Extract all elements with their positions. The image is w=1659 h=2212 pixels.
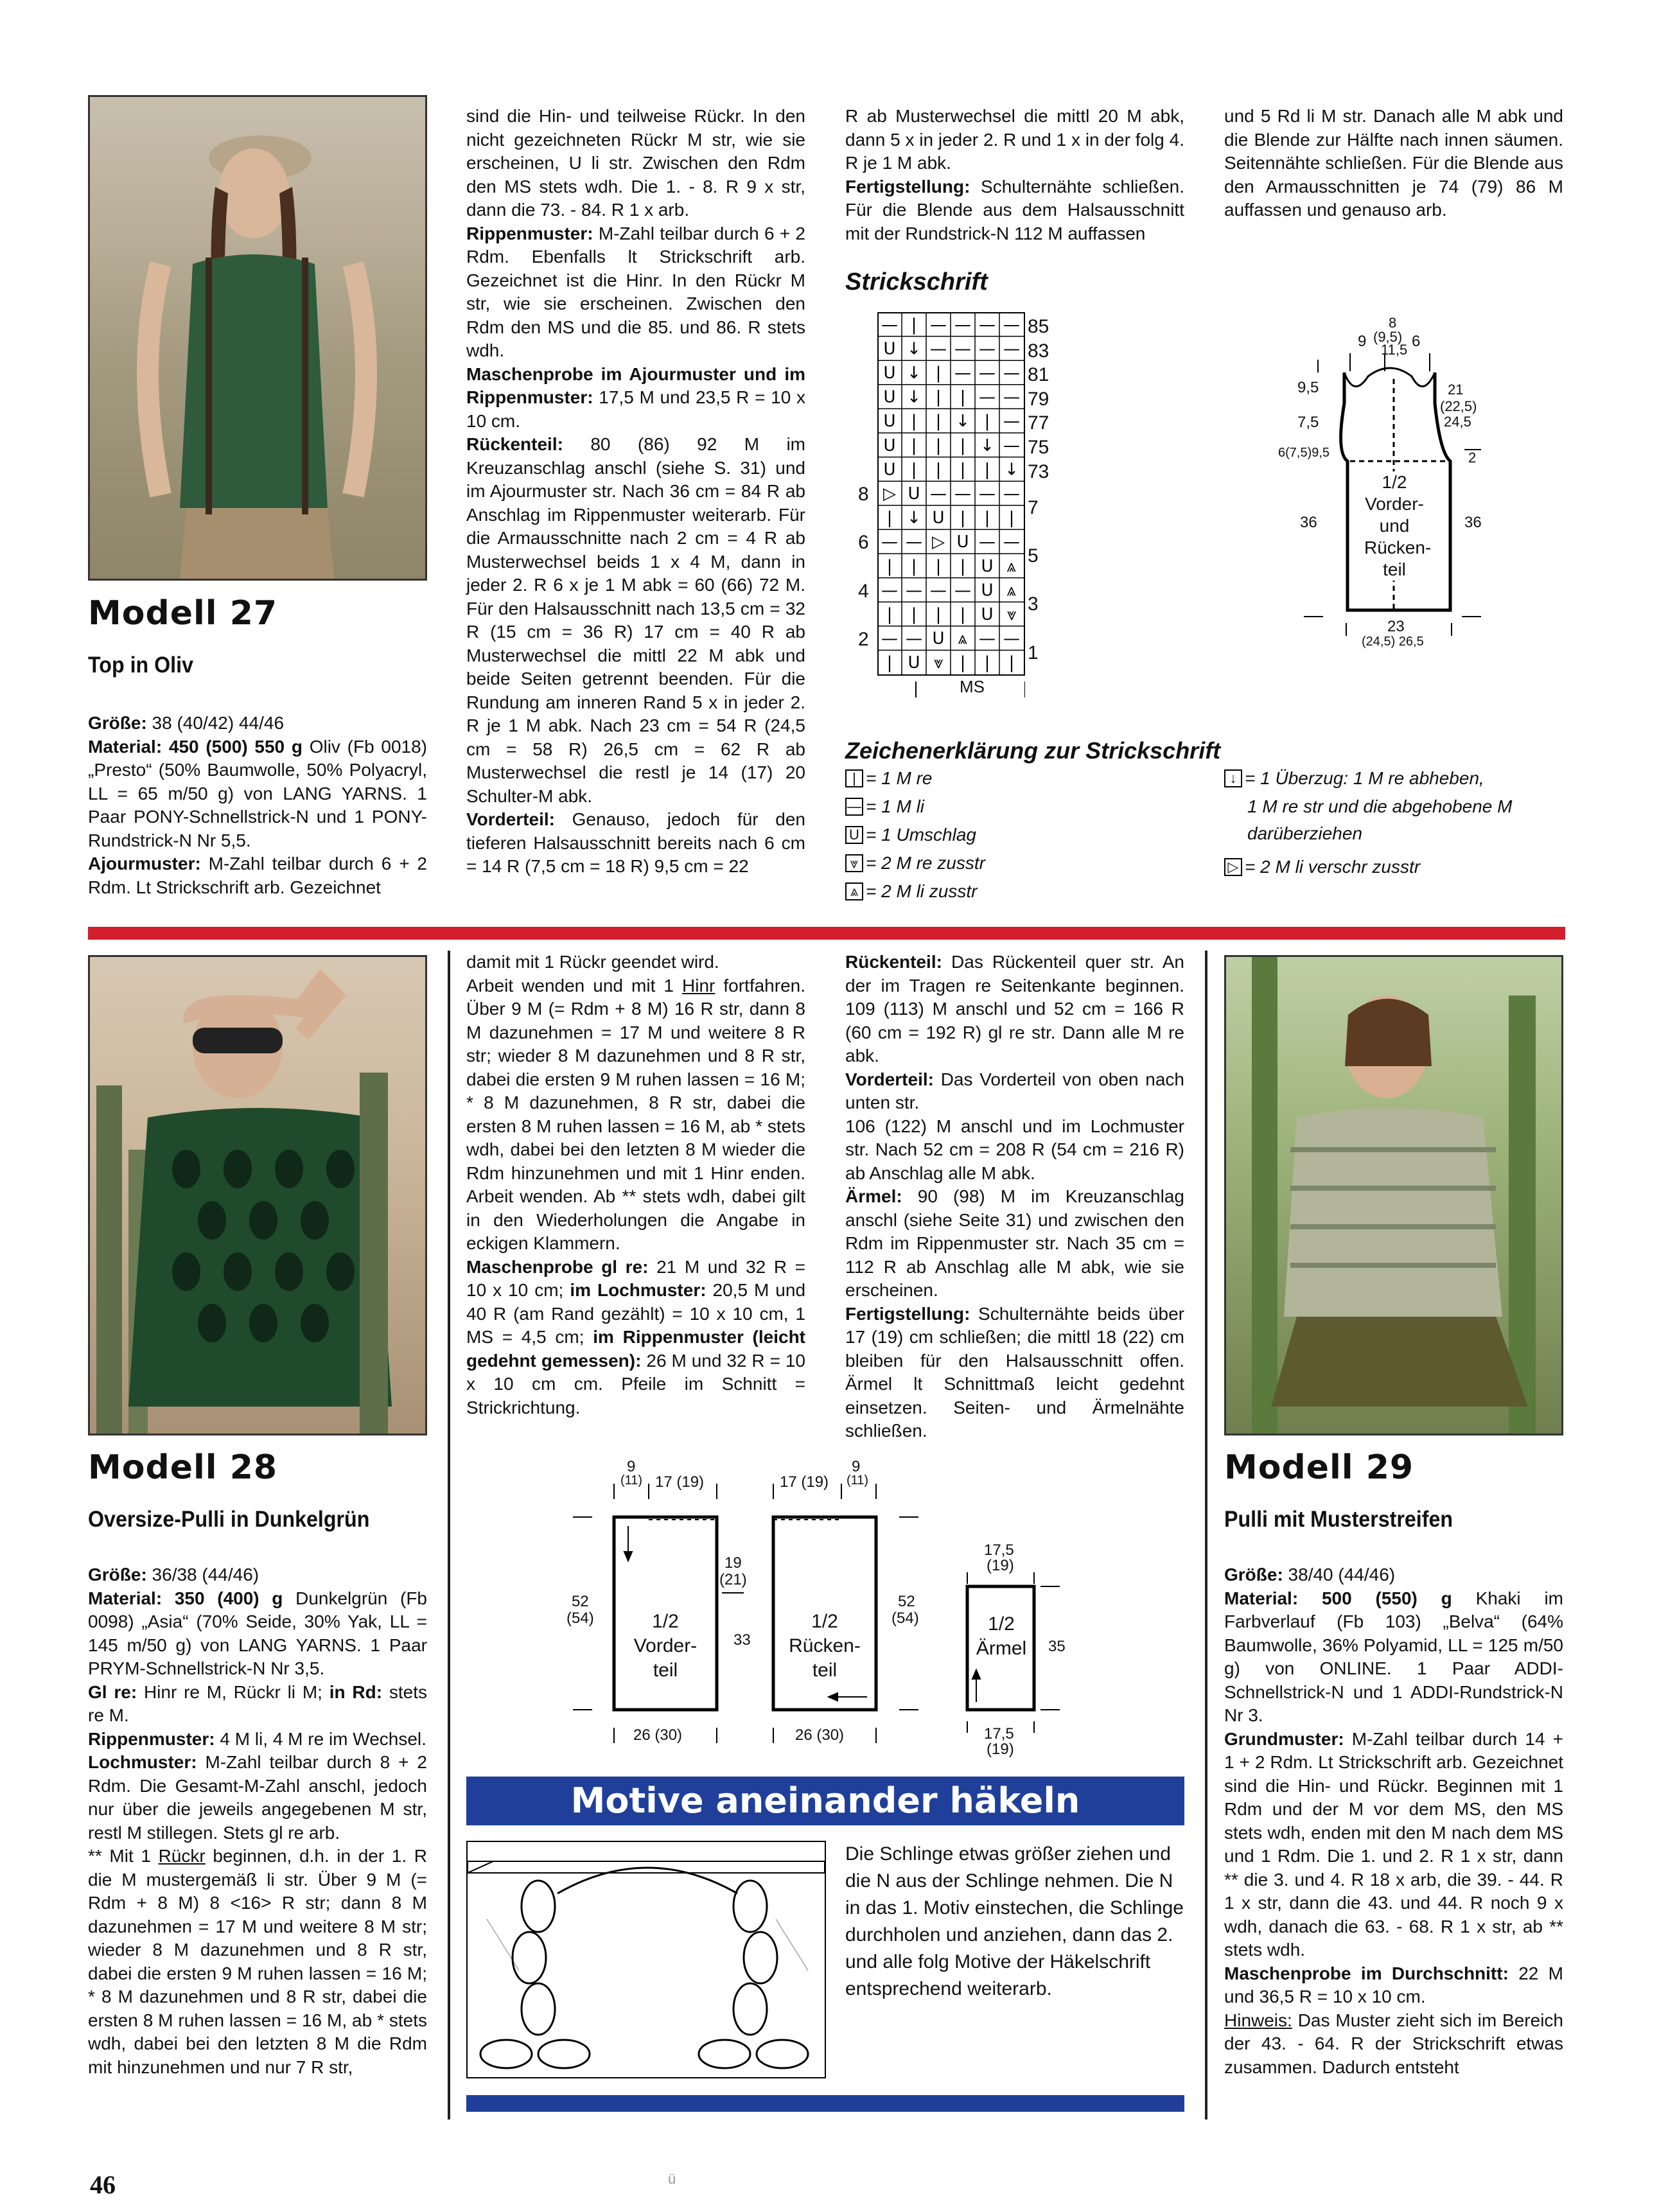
col2-p1: sind die Hin- und teilweise Rückr. In den nicht gezeichneten Rückr M str, wie sie erscheinen, U li str. Zwischen den Rdm den MS stets wdh. Die 1. - 8. R 9 x str, dann die 73. - 84. R 1 x arb. (466, 106, 805, 220)
chart-cell-symbol: ⩓ (1006, 556, 1017, 576)
sch28-v-top1: 9 (627, 1458, 636, 1475)
legend-text: darüberziehen (1247, 823, 1363, 843)
chart-cell-symbol: | (984, 460, 990, 480)
vorder-text: Genauso, jedoch für den tieferen Halsausschnitt bereits nach 6 cm = 14 R (7,5 cm = 18 R) 9,5 cm = 22 (466, 809, 805, 876)
chart-cell-symbol: — (881, 629, 898, 649)
sch28-r-top2: 9 (852, 1458, 861, 1475)
sch28-a-label: 1/2 Ärmel (976, 1613, 1027, 1659)
legend-item (845, 881, 977, 902)
chart-cell-symbol: | (935, 605, 942, 624)
chart-row-label: 8 (858, 484, 869, 505)
chart-cell-symbol: | (960, 605, 966, 624)
m28-loch-text: M-Zahl teilbar durch 8 + 2 Rdm. Die Gesamt-M-Zahl anschl, jedoch nur über die jeweils angegebenen M str, restl M stillegen. Stets gl re arb. (88, 1752, 427, 1843)
model27-col4-text (1224, 105, 1563, 222)
chart-cell-symbol: U (981, 605, 994, 624)
material-text: Oliv (Fb 0018) „Presto“ (50% Baumwolle, 50% Polyacryl, LL = 65 m/50 g) von LANG YARNS. 1 Paar PONY-Schnellstrick-N und 1 PONY-Rundstrick-N Nr 5,5. (88, 736, 427, 850)
model28-title: Modell 28 (88, 1448, 278, 1487)
sch28-r-top2b: (11) (847, 1473, 869, 1488)
m28-end-u: Rückr (158, 1846, 206, 1866)
chart-cell-symbol: — (1003, 484, 1020, 504)
m29-material-text: Khaki im Farbverlauf (Fb 103) „Belva“ (64% Baumwolle, 36% Polyamid, LL = 125 m/50 g) von ONLINE. 1 Paar ADDI-Schnellstrick-N und 1 ADDI-Rundstrick-N Nr 3. (1224, 1588, 1563, 1725)
sch27-l2: 7,5 (1297, 414, 1319, 431)
m28-probe-label: Maschenprobe gl re: (466, 1256, 649, 1277)
chart-cell-symbol: — (1003, 315, 1020, 335)
rippen-label: Rippenmuster: (466, 223, 593, 243)
ruecken-label: Rückenteil: (466, 434, 563, 454)
model29-figure (1226, 957, 1561, 1434)
model28-col3-text (845, 951, 1184, 1443)
crochet-illustration (466, 1841, 826, 2078)
chart-cell-symbol: — (881, 532, 898, 552)
probe-label: Maschenprobe im Ajourmuster und im Rippenmuster: (466, 364, 805, 407)
sch28-a-right: 35 (1048, 1638, 1066, 1655)
chart-row-label: 75 (1028, 437, 1049, 458)
chart-cell-symbol: | (984, 412, 990, 432)
sch28-v-label: 1/2 Vorder- teil (633, 1611, 698, 1681)
chart-cell-symbol: — (881, 315, 898, 335)
m28-rip-label: Rippenmuster: (88, 1728, 215, 1749)
m28-gl-label: Gl re: (88, 1681, 137, 1702)
legend-symbol: ⩔ (845, 854, 863, 872)
ruecken-text: 80 (86) 92 M im Kreuzanschlag anschl (siehe S. 31) und im Ajourmuster str. Nach 36 cm = 84 R ab Anschlag im Rippenmuster weiterarb. Für die Armausschnitte nach 2 cm = 4 R ab Musterwechsel beids 1 x 4 M, dann in jeder 2. R 6 x je 1 M abk = 60 (66) 72 M. Für den Halsausschnitt nach 13,5 cm = 32 R (15 cm = 36 R) 17 cm = 40 R ab Musterwechsel die mittl 22 M abk und beide Seiten getrennt beenden. Für die Rundung am inneren Rand 5 x in jeder 2. R je 1 M abk. Nach 23 cm = 54 R (24,5 cm = 58 R) 26,5 cm = 62 R ab Musterwechsel die restl je 14 (17) 20 Schulter-M abk. (466, 434, 805, 806)
legend-item (1247, 823, 1362, 844)
chart-cell-symbol: | (886, 605, 893, 624)
legend-text: = 2 M re zusstr (866, 853, 985, 873)
model28-col2-text (466, 951, 805, 1419)
legend-text: 1 M re str und die abgehobene M (1247, 796, 1513, 816)
chart-cell-symbol: — (954, 315, 971, 335)
model28-col1-text (88, 1563, 427, 2079)
size-label: Größe: (88, 713, 147, 733)
sch27-r1: 21 (1448, 382, 1464, 398)
chart-cell-symbol: — (954, 364, 971, 383)
footer-mark: ü (668, 2171, 676, 2187)
chart-cell-symbol: | (1008, 508, 1015, 528)
rippen-text: M-Zahl teilbar durch 6 + 2 Rdm. Ebenfalls lt Strickschrift arb. Gezeichnet ist die Hinr. In den Rückr M str, wie sie erscheinen. Zwischen den Rdm den MS und die 85. und 86. R stets wdh. (466, 223, 805, 360)
chart-row-label: 1 (1028, 642, 1039, 663)
chart-cell-symbol: U (932, 629, 945, 649)
chart-cell-symbol: | (935, 412, 942, 432)
chart-cell-symbol: | (960, 508, 966, 528)
chart-cell-symbol: — (954, 581, 971, 601)
legend-text: = 1 Umschlag (866, 825, 976, 845)
m28-gl-text: Hinr re M, Rückr li M; (137, 1681, 329, 1702)
model27-schematic (1278, 315, 1484, 662)
col3-p1: R ab Musterwechsel die mittl 20 M abk, dann 5 x in jeder 2. R und 1 x in der folg 4. R je 1 M abk. (845, 106, 1184, 173)
chart-cell-symbol: ▷ (883, 484, 896, 504)
column-separator-right (1205, 951, 1207, 2120)
sch28-v-inner2: (21) (719, 1571, 747, 1588)
legend-title: Zeichenerklärung zur Strickschrift (845, 737, 1221, 764)
sch27-top2: (9,5) (1373, 329, 1403, 345)
m28-aermel-label: Ärmel: (845, 1186, 902, 1206)
chart-cell-symbol: — (1003, 629, 1020, 649)
sch27-r4: 2 (1468, 450, 1477, 466)
knitting-chart (877, 312, 1025, 704)
chart-cell-symbol: | (935, 387, 942, 407)
chart-cell-symbol: — (906, 629, 922, 649)
chart-cell-symbol: ⩓ (958, 629, 968, 649)
m28-rip-text: 4 M li, 4 M re im Wechsel. (215, 1728, 426, 1749)
chart-ms-label: MS (960, 677, 985, 696)
chart-cell-symbol: ↓ (980, 435, 994, 455)
chart-cell-symbol: — (979, 339, 996, 359)
m29-size-label: Größe: (1224, 1565, 1283, 1584)
chart-row-label: 81 (1028, 364, 1049, 386)
chart-cell-symbol: ↓ (1005, 460, 1019, 480)
sch27-label: 1/2 Vorder- und Rücken- teil (1364, 472, 1432, 579)
m28-probe-rip: im Rippenmuster (leicht gedehnt gemessen): (466, 1327, 806, 1371)
chart-row-label: 3 (1028, 593, 1039, 615)
sch27-bottom: 23 (1387, 618, 1405, 635)
chart-cell-symbol: | (935, 435, 942, 455)
sch27-l1: 9,5 (1297, 379, 1319, 396)
m28-ruecken-text: Das Rückenteil quer str. An der im Tragen re Seitenkante beginnen. 109 (113) M anschl und 52 cm = 166 R (60 cm = 192 R) gl re str. Dann alle M re abk. (845, 952, 1184, 1066)
size-value: 38 (40/42) 44/46 (146, 713, 285, 733)
chart-cell-symbol: ⩔ (933, 653, 944, 673)
m28-end-b: beginnen, d.h. in der 1. R die M mustergemäß li str. Über 9 M (= Rdm + 8 M) 8 <16> R str; dann 8 M dazunehmen = 17 M und weitere 8 M str; wieder 8 M dazunehmen und 8 R str, dabei die ersten 9 M ruhen lassen = 16 M; * 8 M dazunehmen und 8 R str, dabei die ersten 8 M ruhen lassen = 16 M, ab * stets wdh, dabei bei den letzten 8 M die Rdm mit hinzunehmen und nur 7 R str, (88, 1846, 428, 2077)
model27-photo (88, 95, 427, 581)
legend-text: = 1 M re (866, 768, 933, 788)
chart-cell-symbol: | (911, 556, 917, 576)
m29-hinweis-label: Hinweis: (1224, 2010, 1292, 2030)
sch28-v-bottom: 26 (30) (633, 1726, 683, 1744)
chart-row-label: 85 (1028, 316, 1049, 337)
legend-item (1224, 857, 1420, 877)
chart-cell-symbol: — (954, 484, 971, 504)
model29-title: Modell 29 (1224, 1448, 1414, 1487)
chart-cell-symbol: | (960, 653, 966, 673)
chart-cell-symbol: ▷ (932, 532, 945, 552)
chart-cell-symbol: | (886, 556, 893, 576)
chart-cell-symbol: | (935, 364, 942, 383)
sch28-v-left2: (54) (566, 1610, 594, 1627)
m28-probe-t2: 20,5 M und 40 R (am Rand gezählt) = 10 x 10 cm, 1 MS = 4,5 cm; (466, 1280, 806, 1347)
m28-aermel-text: 90 (98) M im Kreuzanschlag anschl (siehe Seite 31) und zwischen den Rdm im Rippenmuster str. Nach 35 cm = 112 R ab Anschlag alle M abk, wie sie erscheinen. (845, 1186, 1184, 1300)
model28-photo (88, 955, 427, 1435)
chart-cell-symbol: | (911, 412, 917, 432)
m28-fertig-label: Fertigstellung: (845, 1303, 970, 1324)
chart-cell-symbol: — (906, 581, 922, 601)
m28-col2-b2: fortfahren. Über 9 M (= Rdm + 8 M) 16 R str, dann 8 M dazunehmen = 17 M und weitere 8 R str; wieder 8 M dazunehmen und 8 R str, dabei die ersten 9 M ruhen lassen = 16 M; * 8 M dazunehmen, 8 R str, dabei die ersten 8 M ruhen lassen = 16 M, ab * stets wdh, dabei bei den letzten 8 M wieder die Rdm hinzunehmen und mit 1 Hinr enden. Arbeit wenden. Ab ** stets wdh, dabei gilt in den Wiederholungen die Angabe in eckigen Klammern. (466, 975, 805, 1253)
chart-cell-symbol: ↓ (907, 364, 921, 383)
sch28-a-top2: (19) (987, 1557, 1014, 1574)
fertig-text: Schulternähte schließen. Für die Blende aus dem Halsausschnitt mit der Rundstrick-N 112 M auffassen (845, 176, 1184, 243)
chart-row-label: 2 (858, 628, 869, 650)
legend-symbol: ▷ (1224, 858, 1242, 876)
sch28-r-right: 52 (898, 1593, 915, 1610)
legend-symbol: | (845, 769, 863, 787)
model28-schematics (565, 1458, 1092, 1773)
sch27-top3: 11,5 (1381, 342, 1408, 358)
chart-cell-symbol: — (1003, 387, 1020, 407)
chart-cell-symbol: | (935, 556, 942, 576)
m29-size-value: 38/40 (44/46) (1283, 1565, 1396, 1584)
chart-cell-symbol: U (981, 581, 994, 601)
sch27-l3: 6(7,5)9,5 (1278, 446, 1330, 460)
legend-item (1247, 796, 1512, 817)
chart-cell-symbol: | (960, 556, 966, 576)
chart-cell-symbol: U (883, 387, 896, 407)
model27-title: Modell 27 (88, 594, 278, 633)
sch28-v-left: 52 (572, 1593, 589, 1610)
chart-cell-symbol: — (1003, 364, 1020, 383)
m28-vorder-label: Vorderteil: (845, 1069, 934, 1089)
chart-cell-symbol: — (1003, 435, 1020, 455)
sch27-top: 8 (1389, 315, 1397, 331)
model28-subtitle: Oversize-Pulli in Dunkelgrün (88, 1507, 370, 1532)
chart-cell-symbol: — (979, 315, 996, 335)
legend-symbol: — (845, 798, 863, 816)
chart-cell-symbol: | (960, 435, 966, 455)
sch28-v-top2: 17 (19) (655, 1473, 705, 1491)
chart-cell-symbol: — (906, 532, 922, 552)
m29-probe-label: Maschenprobe im Durchschnitt: (1224, 1963, 1509, 1983)
sch28-r-right2: (54) (891, 1610, 919, 1627)
m29-hinweis-text: Das Muster zieht sich im Bereich der 43. - 64. R der Strickschrift etwas zusammen. Dadurch entsteht (1224, 2010, 1563, 2077)
chart-cell-symbol: | (960, 387, 966, 407)
chart-cell-symbol: U (908, 653, 920, 673)
crochet-bottom-bar (466, 2095, 1184, 2112)
chart-cell-symbol: | (960, 460, 966, 480)
chart-cell-symbol: — (881, 581, 898, 601)
sch27-bottom2: (24,5) 26,5 (1362, 635, 1424, 649)
chart-cell-symbol: U (883, 364, 896, 383)
sch28-v-top1b: (11) (620, 1473, 643, 1488)
chart-cell-symbol: | (886, 653, 893, 673)
legend-item (1224, 768, 1484, 789)
model27-figure (90, 97, 425, 579)
sch27-r3: 24,5 (1444, 414, 1471, 430)
chart-row-label: 4 (858, 580, 869, 602)
chart-cell-symbol: | (886, 508, 893, 528)
chart-cell-symbol: | (911, 460, 917, 480)
m28-vorder-text: Das Vorderteil von oben nach unten str. (845, 1069, 1184, 1112)
legend-item (845, 853, 985, 873)
chart-cell-symbol: U (981, 556, 994, 576)
sch28-a-bottom: 17,5 (984, 1725, 1014, 1742)
chart-cell-symbol: | (911, 605, 917, 624)
model29-col-text (1224, 1563, 1563, 2079)
legend-text: = 2 M li verschr zusstr (1245, 857, 1421, 877)
chart-cell-symbol: — (1003, 412, 1020, 432)
chart-cell-symbol: — (930, 339, 947, 359)
chart-cell-symbol: U (932, 508, 945, 528)
fertig-label: Fertigstellung: (845, 176, 970, 197)
sch28-a-bottom2: (19) (987, 1741, 1014, 1758)
chart-cell-symbol: — (979, 532, 996, 552)
m28-loch-label: Lochmuster: (88, 1752, 197, 1772)
chart-cell-symbol: | (984, 508, 990, 528)
section-divider (88, 927, 1565, 940)
chart-row-label: 7 (1028, 497, 1039, 518)
chart-cell-symbol: | (911, 315, 917, 335)
chart-cell-symbol: | (911, 435, 917, 455)
chart-cell-symbol: U (908, 484, 920, 504)
sch28-r-top1: 17 (19) (780, 1473, 829, 1491)
chart-row-label: 77 (1028, 412, 1049, 434)
chart-cell-symbol: — (930, 581, 947, 601)
m28-col2-a: damit mit 1 Rückr geendet wird. (466, 952, 719, 972)
chart-cell-symbol: ⩓ (1006, 581, 1017, 601)
m28-material-text: Dunkelgrün (Fb 0098) „Asia“ (70% Seide, 30% Yak, LL = 145 m/50 g) von LANG YARNS. 1 Paar PRYM-Schnellstrick-N Nr 3,5. (88, 1588, 427, 1678)
chart-cell-symbol: ↓ (907, 387, 921, 407)
model27-col2-text (466, 105, 805, 879)
sch28-r-label: 1/2 Rücken- teil (789, 1611, 861, 1681)
chart-cell-symbol: U (883, 339, 896, 359)
legend-text: = 1 M li (866, 796, 925, 816)
m28-vorder-text2: 106 (122) M anschl und im Lochmuster str. Nach 52 cm = 208 R (54 cm = 216 R) ab Anschlag alle M abk. (845, 1116, 1184, 1183)
model27-subtitle: Top in Oliv (88, 653, 193, 678)
sch27-side-r: 36 (1464, 514, 1482, 531)
m28-material-label: Material: 350 (400) g (88, 1588, 283, 1608)
m29-grund-text: M-Zahl teilbar durch 14 + 1 + 2 Rdm. Lt Strickschrift arb. Gezeichnet sind die Hin- und Rückr. Beginnen mit 1 Rdm und der M vor dem MS, den MS stets wdh, enden mit den M nach dem MS und 1 Rdm. Die 1. und 2. R 1 x str, dann ** die 3. und 4. R 18 x arb, die 39. - 44. R 1 x str, dann die 43. und 44. R noch 9 x wdh, danach die 63. - 68. R 1 x str, ab ** stets wdh. (1224, 1728, 1563, 1960)
m29-grund-label: Grundmuster: (1224, 1728, 1344, 1749)
chart-cell-symbol: — (1003, 532, 1020, 552)
crochet-drawing (468, 1842, 825, 2077)
chart-cell-symbol: — (979, 629, 996, 649)
chart-cell-symbol: | (935, 460, 942, 480)
chart-cell-symbol: — (979, 387, 996, 407)
chart-cell-symbol: ↓ (956, 412, 970, 432)
chart-cell-symbol: U (883, 435, 896, 455)
legend-item (845, 825, 976, 845)
chart-row-label: 5 (1028, 545, 1039, 567)
chart-cell-symbol: U (883, 460, 896, 480)
ajour-text: M-Zahl teilbar durch 6 + 2 Rdm. Lt Strickschrift arb. Gezeichnet (88, 854, 427, 897)
chart-cell-symbol: ↓ (907, 508, 921, 528)
m28-probe-loch: im Lochmuster: (570, 1280, 707, 1300)
m28-fertig-text: Schulternähte beids über 17 (19) cm schließen; die mittl 18 (22) cm bleiben für den Halsausschnitt offen. Ärmel lt Schnittmaß leicht gedehnt einsetzen. Seiten- und Ärmelnähte schließen. (845, 1303, 1184, 1441)
m28-size-label: Größe: (88, 1565, 147, 1584)
m28-col2-b1: Arbeit wenden und mit 1 (466, 975, 682, 996)
sch28-r-bottom: 26 (30) (795, 1726, 845, 1744)
model29-photo (1224, 955, 1563, 1435)
m28-size-value: 36/38 (44/46) (146, 1565, 259, 1584)
legend-symbol: ⩓ (845, 882, 863, 900)
chart-row-label: 6 (858, 532, 869, 554)
chart-cell-symbol: U (883, 412, 896, 432)
m29-probe-text: 22 M und 36,5 R = 10 x 10 cm. (1224, 1963, 1563, 2006)
legend-item (845, 796, 924, 817)
chart-row-label: 73 (1028, 461, 1049, 482)
model28-figure (90, 957, 425, 1434)
chart-row-label: 83 (1028, 340, 1049, 362)
col4-p1: und 5 Rd li M str. Danach alle M abk und die Blende zur Hälfte nach innen säumen. Seitennähte schließen. Für die Blende aus den Armausschnitten je 74 (79) 86 M auffassen und genauso arb. (1224, 106, 1563, 220)
m28-col2-b-u: Hinr (682, 975, 715, 996)
m28-ruecken-label: Rückenteil: (845, 952, 942, 972)
m28-end-a: ** Mit 1 (88, 1846, 159, 1866)
material-label: Material: 450 (500) 550 g (88, 736, 303, 757)
legend-symbol: ↓ (1224, 769, 1242, 787)
legend-text: = 2 M li zusstr (866, 881, 978, 901)
sch27-side-l: 36 (1300, 514, 1317, 531)
legend-item (845, 768, 932, 789)
page-number: 46 (90, 2170, 116, 2199)
probe-text: 17,5 M und 23,5 R = 10 x 10 cm. (466, 387, 805, 431)
chart-cell-symbol: U (956, 532, 969, 552)
crochet-text: Die Schlinge etwas größer ziehen und die N aus der Schlinge nehmen. Die N in das 1. Motiv einstechen, die Schlinge durchholen und anziehen, dann das 2. und alle folg Motive der Häkelschrift entsprechend weiterarb. (845, 1843, 1184, 1999)
m28-rd-text: stets re M. (88, 1681, 427, 1725)
model27-col1-text (88, 712, 427, 899)
chart-cell-symbol: | (984, 653, 990, 673)
legend-text: = 1 Überzug: 1 M re abheben, (1245, 768, 1484, 788)
sch27-shoulder-r: 6 (1412, 333, 1421, 350)
sch28-a-top: 17,5 (984, 1541, 1014, 1559)
m28-rd-label: in Rd: (329, 1681, 383, 1702)
chart-cell-symbol: ↓ (907, 339, 921, 359)
chart-row-label: 79 (1028, 388, 1049, 410)
ajour-label: Ajourmuster: (88, 854, 201, 873)
chart-cell-symbol: — (930, 484, 947, 504)
chart-cell-symbol: — (979, 484, 996, 504)
sch27-r2: (22,5) (1440, 398, 1477, 414)
column-separator-left (448, 951, 450, 2120)
sch28-v-inner: 19 (724, 1554, 742, 1572)
chart-title: Strickschrift (845, 268, 988, 295)
sch27-shoulder-l: 9 (1358, 333, 1367, 350)
chart-cell-symbol: | (1008, 653, 1015, 673)
chart-cell-symbol: ⩔ (1006, 605, 1017, 624)
chart-cell-symbol: — (954, 339, 971, 359)
m28-probe-t3: 26 M und 32 R = 10 x 10 cm cm. Pfeile im Schnitt = Strickrichtung. (466, 1350, 805, 1418)
model29-subtitle: Pulli mit Musterstreifen (1224, 1507, 1453, 1532)
knitting-chart-grid (877, 312, 1025, 704)
m29-material-label: Material: 500 (550) g (1224, 1588, 1452, 1608)
vorder-label: Vorderteil: (466, 809, 555, 829)
legend-symbol: U (845, 826, 863, 844)
chart-cell-symbol: — (979, 364, 996, 383)
chart-cell-symbol: — (930, 315, 947, 335)
chart-cell-symbol: — (1003, 339, 1020, 359)
m28-probe-t1: 21 M und 32 R = 10 x 10 cm; (466, 1256, 805, 1300)
sch28-mid: 33 (733, 1631, 751, 1649)
model27-col3-text (845, 105, 1184, 245)
crochet-banner: Motive aneinander häkeln (466, 1777, 1184, 1825)
